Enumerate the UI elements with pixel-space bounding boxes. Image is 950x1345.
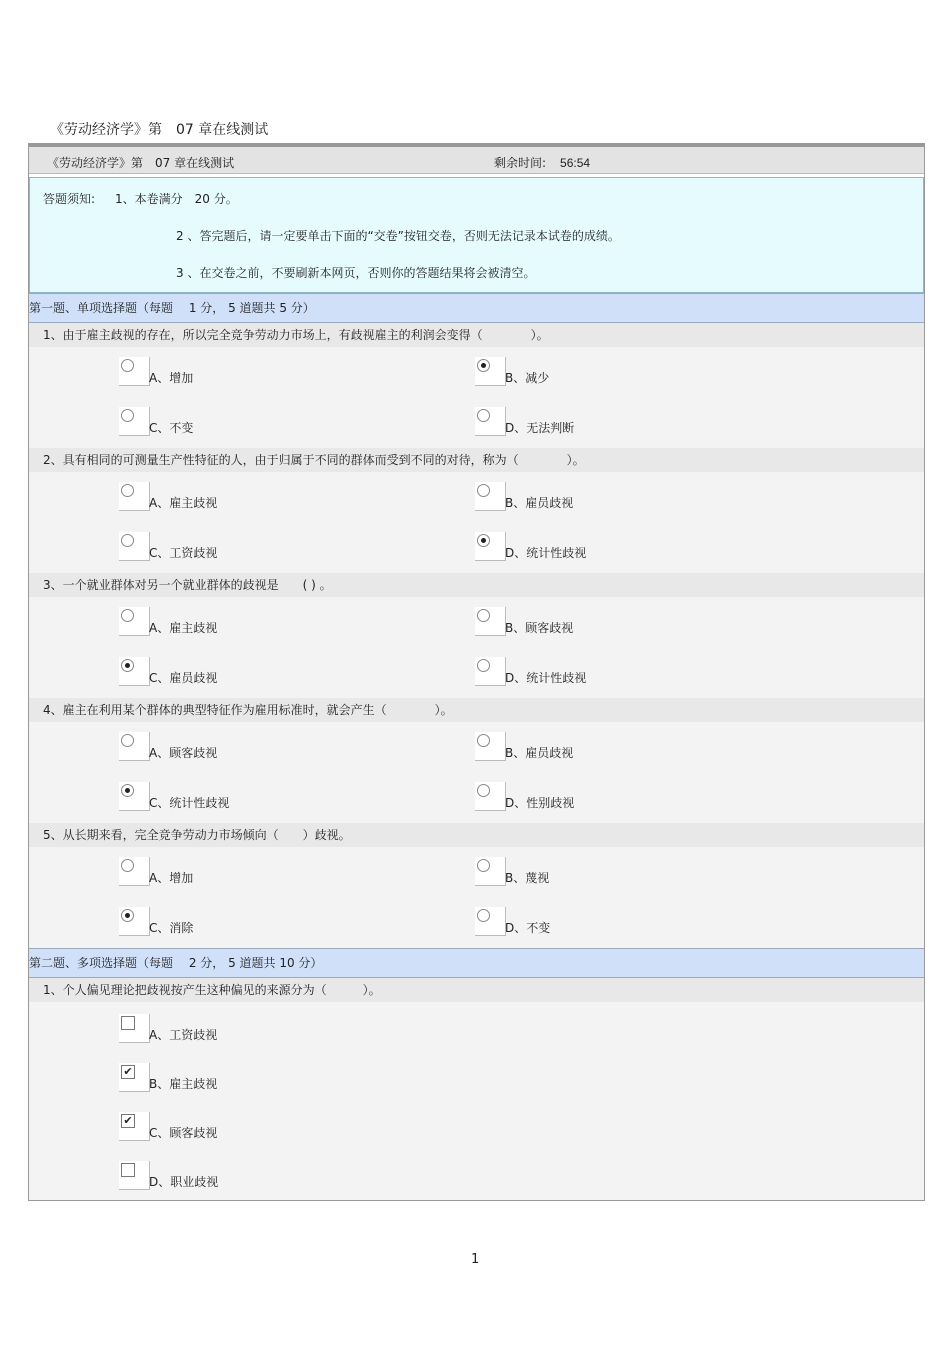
option-label: D、统计性歧视 xyxy=(505,671,587,685)
question-options xyxy=(29,847,924,948)
option-label: D、性别歧视 xyxy=(505,796,575,810)
option-label: D、不变 xyxy=(505,921,551,935)
option-label: B、减少 xyxy=(505,371,550,385)
quiz-title: 《劳动经济学》第 07 章在线测试 xyxy=(47,156,235,170)
section-multi-choice-header: 第二题、多项选择题（每题 2 分， 5 道题共 10 分） xyxy=(29,948,924,978)
question-options xyxy=(29,722,924,823)
radio-box xyxy=(475,357,506,386)
radio-box xyxy=(475,607,506,636)
checkbox-box xyxy=(119,1161,150,1190)
question-options xyxy=(29,347,924,448)
radio-button[interactable] xyxy=(121,484,134,497)
question-text: 2、具有相同的可测量生产性特征的人，由于归属于不同的群体而受到不同的对待，称为（ ）。 xyxy=(29,448,924,472)
notice-line-2: 2 、答完题后，请一定要单击下面的“交卷”按钮交卷，否则无法记录本试卷的成绩。 xyxy=(176,229,620,243)
timer-label: 剩余时间: xyxy=(494,156,547,170)
question-options xyxy=(29,1002,924,1200)
checkbox-box xyxy=(119,1014,150,1043)
question-text: 4、雇主在利用某个群体的典型特征作为雇用标准时，就会产生（ ）。 xyxy=(29,698,924,722)
radio-button[interactable] xyxy=(477,734,490,747)
radio-button[interactable] xyxy=(121,859,134,872)
radio-button[interactable] xyxy=(121,534,134,547)
option-label: B、雇员歧视 xyxy=(505,496,574,510)
radio-button[interactable] xyxy=(477,784,490,797)
checkbox-box xyxy=(119,1063,150,1092)
radio-box xyxy=(475,857,506,886)
question-text: 3、一个就业群体对另一个就业群体的歧视是 ( ) 。 xyxy=(29,573,924,597)
radio-box xyxy=(119,907,150,936)
option-label: C、工资歧视 xyxy=(149,546,218,560)
option-label: B、顾客歧视 xyxy=(505,621,574,635)
notice-line-3: 3 、在交卷之前，不要刷新本网页，否则你的答题结果将会被清空。 xyxy=(176,266,536,280)
radio-box xyxy=(119,357,150,386)
document-title: 《劳动经济学》第 07 章在线测试 xyxy=(50,122,269,138)
quiz-header xyxy=(29,147,924,174)
checkbox[interactable] xyxy=(121,1163,135,1177)
radio-button[interactable] xyxy=(121,659,134,672)
checkbox[interactable]: ✔ xyxy=(121,1065,135,1079)
radio-button[interactable] xyxy=(477,659,490,672)
option-label: A、雇主歧视 xyxy=(149,496,218,510)
option-label: C、消除 xyxy=(149,921,194,935)
radio-button[interactable] xyxy=(477,359,490,372)
radio-button[interactable] xyxy=(121,784,134,797)
option-label: D、无法判断 xyxy=(505,421,575,435)
option-label: C、统计性歧视 xyxy=(149,796,230,810)
question-options xyxy=(29,597,924,698)
quiz-container xyxy=(28,143,925,1201)
radio-box xyxy=(119,482,150,511)
option-label: A、顾客歧视 xyxy=(149,746,218,760)
radio-button[interactable] xyxy=(121,734,134,747)
radio-button[interactable] xyxy=(477,909,490,922)
radio-button[interactable] xyxy=(477,609,490,622)
option-label: A、工资歧视 xyxy=(149,1028,218,1042)
checkbox-box xyxy=(119,1112,150,1141)
option-label: D、职业歧视 xyxy=(149,1175,219,1189)
radio-box xyxy=(475,482,506,511)
radio-box xyxy=(475,907,506,936)
radio-button[interactable] xyxy=(121,909,134,922)
question-text: 5、从长期来看，完全竞争劳动力市场倾向（ ）歧视。 xyxy=(29,823,924,847)
radio-box xyxy=(119,607,150,636)
radio-box xyxy=(119,657,150,686)
option-label: A、增加 xyxy=(149,371,194,385)
radio-button[interactable] xyxy=(477,534,490,547)
radio-button[interactable] xyxy=(121,359,134,372)
checkbox[interactable] xyxy=(121,1016,135,1030)
radio-button[interactable] xyxy=(477,859,490,872)
checkbox[interactable]: ✔ xyxy=(121,1114,135,1128)
radio-box xyxy=(119,857,150,886)
question-text: 1、个人偏见理论把歧视按产生这种偏见的来源分为（ ）。 xyxy=(29,978,924,1002)
radio-box xyxy=(119,782,150,811)
section-single-choice-header: 第一题、单项选择题（每题 1 分， 5 道题共 5 分） xyxy=(29,293,924,323)
radio-button[interactable] xyxy=(477,409,490,422)
option-label: C、顾客歧视 xyxy=(149,1126,218,1140)
option-label: B、雇员歧视 xyxy=(505,746,574,760)
option-label: C、雇员歧视 xyxy=(149,671,218,685)
option-label: B、蔑视 xyxy=(505,871,550,885)
radio-button[interactable] xyxy=(121,409,134,422)
option-label: A、增加 xyxy=(149,871,194,885)
question-text: 1、由于雇主歧视的存在，所以完全竞争劳动力市场上，有歧视雇主的利润会变得（ ）。 xyxy=(29,323,924,347)
radio-box xyxy=(119,532,150,561)
timer-value: 56:54 xyxy=(560,156,591,170)
option-label: A、雇主歧视 xyxy=(149,621,218,635)
option-label: C、不变 xyxy=(149,421,194,435)
multi-choice-questions xyxy=(29,978,924,1200)
radio-button[interactable] xyxy=(121,609,134,622)
radio-box xyxy=(475,782,506,811)
radio-box xyxy=(475,732,506,761)
radio-box xyxy=(475,407,506,436)
radio-box xyxy=(119,732,150,761)
notice-label: 答题须知: xyxy=(43,192,96,206)
notice-line-1: 1、本卷满分 20 分。 xyxy=(115,192,238,206)
page-number: 1 xyxy=(471,1252,480,1267)
radio-box xyxy=(475,532,506,561)
radio-box xyxy=(475,657,506,686)
single-choice-questions xyxy=(29,323,924,948)
radio-box xyxy=(119,407,150,436)
option-label: B、雇主歧视 xyxy=(149,1077,218,1091)
notice-box xyxy=(29,177,924,293)
option-label: D、统计性歧视 xyxy=(505,546,587,560)
question-options xyxy=(29,472,924,573)
timer xyxy=(494,154,590,171)
radio-button[interactable] xyxy=(477,484,490,497)
